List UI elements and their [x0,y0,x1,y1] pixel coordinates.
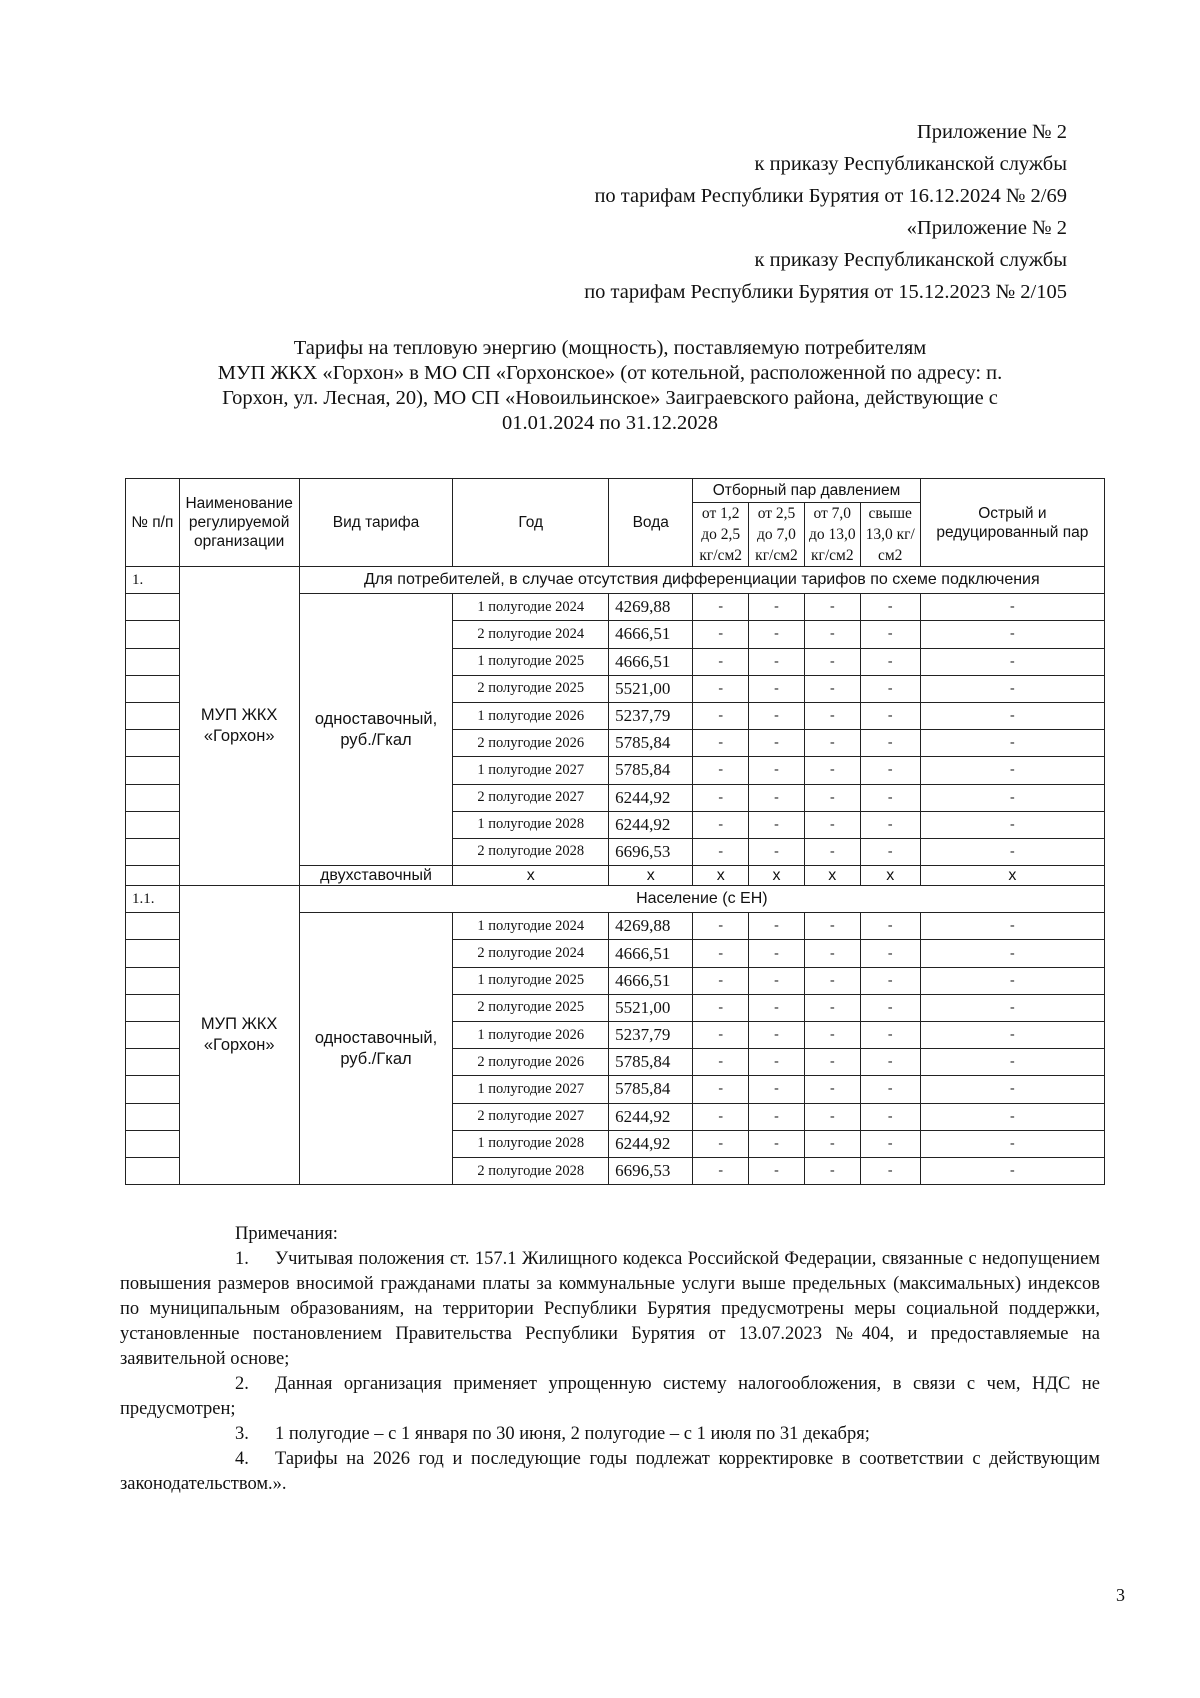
steam-tariff-cell: - [860,648,920,675]
sharp-steam-cell: - [920,1022,1104,1049]
steam-tariff-cell: - [749,621,805,648]
period-cell: 2 полугодие 2024 [453,621,609,648]
header-steam-col: от 1,2 до 2,5 кг/см2 [693,503,749,567]
period-cell: 1 полугодие 2028 [453,1130,609,1157]
not-applicable-cell: х [860,866,920,886]
title-line: Горхон, ул. Лесная, 20), МО СП «Новоильинское» Заиграевского района, действующие с [222,387,998,409]
water-tariff-cell: 5785,84 [609,730,693,757]
steam-tariff-cell: - [860,1022,920,1049]
period-cell: 2 полугодие 2028 [453,1157,609,1184]
section-caption-row [126,567,1105,594]
tariff-type-one-rate: одноставочный, руб./Гкал [299,913,453,1185]
header-line: к приказу Республиканской службы [754,153,1067,175]
header-steam-col: свыше 13,0 кг/см2 [860,503,920,567]
section-caption: Для потребителей, в случае отсутствия дифференциации тарифов по схеме подключения [299,567,1104,594]
steam-tariff-cell: - [693,1103,749,1130]
row-number-cell [126,784,180,811]
note-item [120,1447,1100,1497]
steam-tariff-cell: - [749,1076,805,1103]
water-tariff-cell: 6696,53 [609,838,693,865]
water-tariff-cell: 4269,88 [609,913,693,940]
steam-tariff-cell: - [804,1076,860,1103]
steam-tariff-cell: - [693,913,749,940]
row-number-cell [126,866,180,886]
not-applicable-cell: х [920,866,1104,886]
tariff-table [125,478,1105,1185]
title-line: 01.01.2024 по 31.12.2028 [502,412,718,434]
row-number-cell [126,594,180,621]
steam-tariff-cell: - [749,784,805,811]
steam-tariff-cell: - [693,1130,749,1157]
steam-tariff-cell: - [749,838,805,865]
period-cell: 1 полугодие 2026 [453,1022,609,1049]
steam-tariff-cell: - [749,1103,805,1130]
tariff-type-one-rate: одноставочный, руб./Гкал [299,594,453,866]
steam-tariff-cell: - [860,1130,920,1157]
row-number-cell [126,940,180,967]
not-applicable-cell: х [453,866,609,886]
row-number-cell [126,811,180,838]
note-number: 3. [235,1424,249,1444]
note-text: 1 полугодие – с 1 января по 30 июня, 2 полугодие – с 1 июля по 31 декабря; [275,1424,870,1444]
steam-tariff-cell: - [749,1157,805,1184]
period-cell: 1 полугодие 2025 [453,967,609,994]
sharp-steam-cell: - [920,730,1104,757]
sharp-steam-cell: - [920,702,1104,729]
water-tariff-cell: 5785,84 [609,1049,693,1076]
note-text: Данная организация применяет упрощенную систему налогообложения, в связи с чем, НДС не предусмотрен; [120,1374,1100,1419]
water-tariff-cell: 5785,84 [609,757,693,784]
note-text: Учитывая положения ст. 157.1 Жилищного кодекса Российской Федерации, связанные с недопущением повышения размеров вносимой гражданами платы за коммунальные услуги выше предельных (максимальных) индексов по муниципальным образованиям, на территории Республики Бурятия предусмотрены меры социальной поддержки, установленные постановлением Правительства Республики Бурятия от 13.07.2023 №404, и предоставляемые на заявительной основе; [120,1249,1100,1369]
header-line: «Приложение № 2 [906,217,1067,239]
period-cell: 1 полугодие 2025 [453,648,609,675]
steam-tariff-cell: - [860,621,920,648]
steam-tariff-cell: - [860,784,920,811]
sharp-steam-cell: - [920,1049,1104,1076]
section-number: 1.1. [126,886,180,913]
steam-tariff-cell: - [860,994,920,1021]
steam-tariff-cell: - [749,1022,805,1049]
steam-tariff-cell: - [749,648,805,675]
steam-tariff-cell: - [860,838,920,865]
steam-tariff-cell: - [804,913,860,940]
row-number-cell [126,702,180,729]
steam-tariff-cell: - [749,994,805,1021]
water-tariff-cell: 6244,92 [609,784,693,811]
period-cell: 2 полугодие 2025 [453,994,609,1021]
steam-tariff-cell: - [693,838,749,865]
steam-tariff-cell: - [693,648,749,675]
sharp-steam-cell: - [920,994,1104,1021]
section-caption-row [126,886,1105,913]
header-line: Приложение № 2 [916,121,1067,143]
note-number: 2. [235,1374,249,1394]
title-line: Тарифы на тепловую энергию (мощность), поставляемую потребителям [293,337,927,359]
water-tariff-cell: 4666,51 [609,621,693,648]
steam-tariff-cell: - [749,730,805,757]
steam-tariff-cell: - [749,940,805,967]
steam-tariff-cell: - [804,675,860,702]
row-number-cell [126,967,180,994]
period-cell: 2 полугодие 2028 [453,838,609,865]
header-org: Наименование регулируемой организации [179,479,299,567]
row-number-cell [126,1130,180,1157]
steam-tariff-cell: - [749,811,805,838]
water-tariff-cell: 5237,79 [609,1022,693,1049]
row-number-cell [126,730,180,757]
water-tariff-cell: 5237,79 [609,702,693,729]
row-number-cell [126,1022,180,1049]
period-cell: 2 полугодие 2027 [453,1103,609,1130]
steam-tariff-cell: - [804,1130,860,1157]
steam-tariff-cell: - [804,940,860,967]
period-cell: 2 полугодие 2026 [453,1049,609,1076]
water-tariff-cell: 5785,84 [609,1076,693,1103]
steam-tariff-cell: - [860,730,920,757]
not-applicable-cell: х [804,866,860,886]
steam-tariff-cell: - [860,1103,920,1130]
sharp-steam-cell: - [920,1076,1104,1103]
steam-tariff-cell: - [860,811,920,838]
header-water: Вода [609,479,693,567]
steam-tariff-cell: - [693,730,749,757]
not-applicable-cell: х [693,866,749,886]
water-tariff-cell: 6696,53 [609,1157,693,1184]
sharp-steam-cell: - [920,1130,1104,1157]
period-cell: 2 полугодие 2026 [453,730,609,757]
steam-tariff-cell: - [804,702,860,729]
steam-tariff-cell: - [749,594,805,621]
water-tariff-cell: 5521,00 [609,994,693,1021]
steam-tariff-cell: - [860,702,920,729]
row-number-cell [126,1157,180,1184]
water-tariff-cell: 4666,51 [609,967,693,994]
sharp-steam-cell: - [920,621,1104,648]
note-item [120,1372,1100,1422]
steam-tariff-cell: - [693,1022,749,1049]
header-steam-col: от 7,0 до 13,0 кг/см2 [804,503,860,567]
steam-tariff-cell: - [860,675,920,702]
period-cell: 1 полугодие 2028 [453,811,609,838]
header-line: к приказу Республиканской службы [754,249,1067,271]
document-title [120,336,1100,436]
note-number: 4. [235,1449,249,1469]
sharp-steam-cell: - [920,1157,1104,1184]
period-cell: 1 полугодие 2024 [453,594,609,621]
row-number-cell [126,838,180,865]
steam-tariff-cell: - [804,1049,860,1076]
water-tariff-cell: 6244,92 [609,811,693,838]
row-number-cell [126,757,180,784]
steam-tariff-cell: - [804,967,860,994]
header-line: по тарифам Республики Бурятия от 16.12.2024 № 2/69 [594,185,1067,207]
row-number-cell [126,621,180,648]
row-number-cell [126,913,180,940]
steam-tariff-cell: - [804,1103,860,1130]
not-applicable-cell: х [609,866,693,886]
note-number: 1. [235,1249,249,1269]
water-tariff-cell: 6244,92 [609,1103,693,1130]
steam-tariff-cell: - [749,757,805,784]
steam-tariff-cell: - [804,730,860,757]
steam-tariff-cell: - [693,1157,749,1184]
sharp-steam-cell: - [920,913,1104,940]
steam-tariff-cell: - [693,675,749,702]
steam-tariff-cell: - [860,757,920,784]
header-tariff-type: Вид тарифа [299,479,453,567]
steam-tariff-cell: - [804,648,860,675]
steam-tariff-cell: - [693,594,749,621]
title-line: МУП ЖКХ «Горхон» в МО СП «Горхонское» (от котельной, расположенной по адресу: п. [217,362,1003,384]
steam-tariff-cell: - [693,994,749,1021]
row-number-cell [126,1103,180,1130]
water-tariff-cell: 4269,88 [609,594,693,621]
steam-tariff-cell: - [693,1076,749,1103]
sharp-steam-cell: - [920,757,1104,784]
steam-tariff-cell: - [693,784,749,811]
sharp-steam-cell: - [920,838,1104,865]
notes-caption: Примечания: [235,1224,338,1244]
header-year: Год [453,479,609,567]
period-cell: 1 полугодие 2027 [453,757,609,784]
steam-tariff-cell: - [804,757,860,784]
steam-tariff-cell: - [804,811,860,838]
sharp-steam-cell: - [920,784,1104,811]
tariff-body [126,567,1105,1185]
steam-tariff-cell: - [749,675,805,702]
water-tariff-cell: 4666,51 [609,940,693,967]
sharp-steam-cell: - [920,594,1104,621]
steam-tariff-cell: - [693,702,749,729]
steam-tariff-cell: - [693,967,749,994]
steam-tariff-cell: - [804,1022,860,1049]
organization-name: МУП ЖКХ «Горхон» [179,886,299,1185]
steam-tariff-cell: - [860,1157,920,1184]
period-cell: 1 полугодие 2027 [453,1076,609,1103]
period-cell: 2 полугодие 2027 [453,784,609,811]
header-steam-col: от 2,5 до 7,0 кг/см2 [749,503,805,567]
appendix-header [584,116,1067,308]
row-number-cell [126,994,180,1021]
sharp-steam-cell: - [920,648,1104,675]
notes [120,1222,1100,1497]
steam-tariff-cell: - [804,1157,860,1184]
steam-tariff-cell: - [860,594,920,621]
sharp-steam-cell: - [920,940,1104,967]
header-steam-group: Отборный пар давлением [693,479,920,503]
note-item [120,1422,1100,1447]
period-cell: 1 полугодие 2024 [453,913,609,940]
steam-tariff-cell: - [693,1049,749,1076]
water-tariff-cell: 6244,92 [609,1130,693,1157]
row-number-cell [126,1076,180,1103]
row-number-cell [126,1049,180,1076]
steam-tariff-cell: - [804,994,860,1021]
note-text: Тарифы на 2026 год и последующие годы подлежат корректировке в соответствии с действующим законодательством.». [120,1449,1100,1494]
steam-tariff-cell: - [860,1049,920,1076]
header-line: по тарифам Республики Бурятия от 15.12.2023 № 2/105 [584,281,1067,303]
steam-tariff-cell: - [749,702,805,729]
steam-tariff-cell: - [804,838,860,865]
steam-tariff-cell: - [749,1130,805,1157]
steam-tariff-cell: - [860,913,920,940]
tariff-type-two-rate: двухставочный [299,866,453,886]
steam-tariff-cell: - [860,940,920,967]
water-tariff-cell: 5521,00 [609,675,693,702]
steam-tariff-cell: - [749,967,805,994]
page-number: 3 [1116,1585,1125,1605]
sharp-steam-cell: - [920,967,1104,994]
not-applicable-cell: х [749,866,805,886]
note-item [120,1247,1100,1372]
section-number: 1. [126,567,180,594]
header-num: № п/п [126,479,180,567]
sharp-steam-cell: - [920,675,1104,702]
period-cell: 2 полугодие 2024 [453,940,609,967]
steam-tariff-cell: - [860,967,920,994]
steam-tariff-cell: - [693,811,749,838]
row-number-cell [126,675,180,702]
section-caption: Население (с ЕН) [299,886,1104,913]
steam-tariff-cell: - [749,913,805,940]
sharp-steam-cell: - [920,1103,1104,1130]
row-number-cell [126,648,180,675]
steam-tariff-cell: - [693,757,749,784]
steam-tariff-cell: - [804,621,860,648]
steam-tariff-cell: - [804,784,860,811]
header-sharp-steam: Острый и редуцированный пар [920,479,1104,567]
steam-tariff-cell: - [693,621,749,648]
steam-tariff-cell: - [749,1049,805,1076]
steam-tariff-cell: - [693,940,749,967]
water-tariff-cell: 4666,51 [609,648,693,675]
organization-name: МУП ЖКХ «Горхон» [179,567,299,886]
steam-tariff-cell: - [804,594,860,621]
sharp-steam-cell: - [920,811,1104,838]
period-cell: 2 полугодие 2025 [453,675,609,702]
period-cell: 1 полугодие 2026 [453,702,609,729]
steam-tariff-cell: - [860,1076,920,1103]
